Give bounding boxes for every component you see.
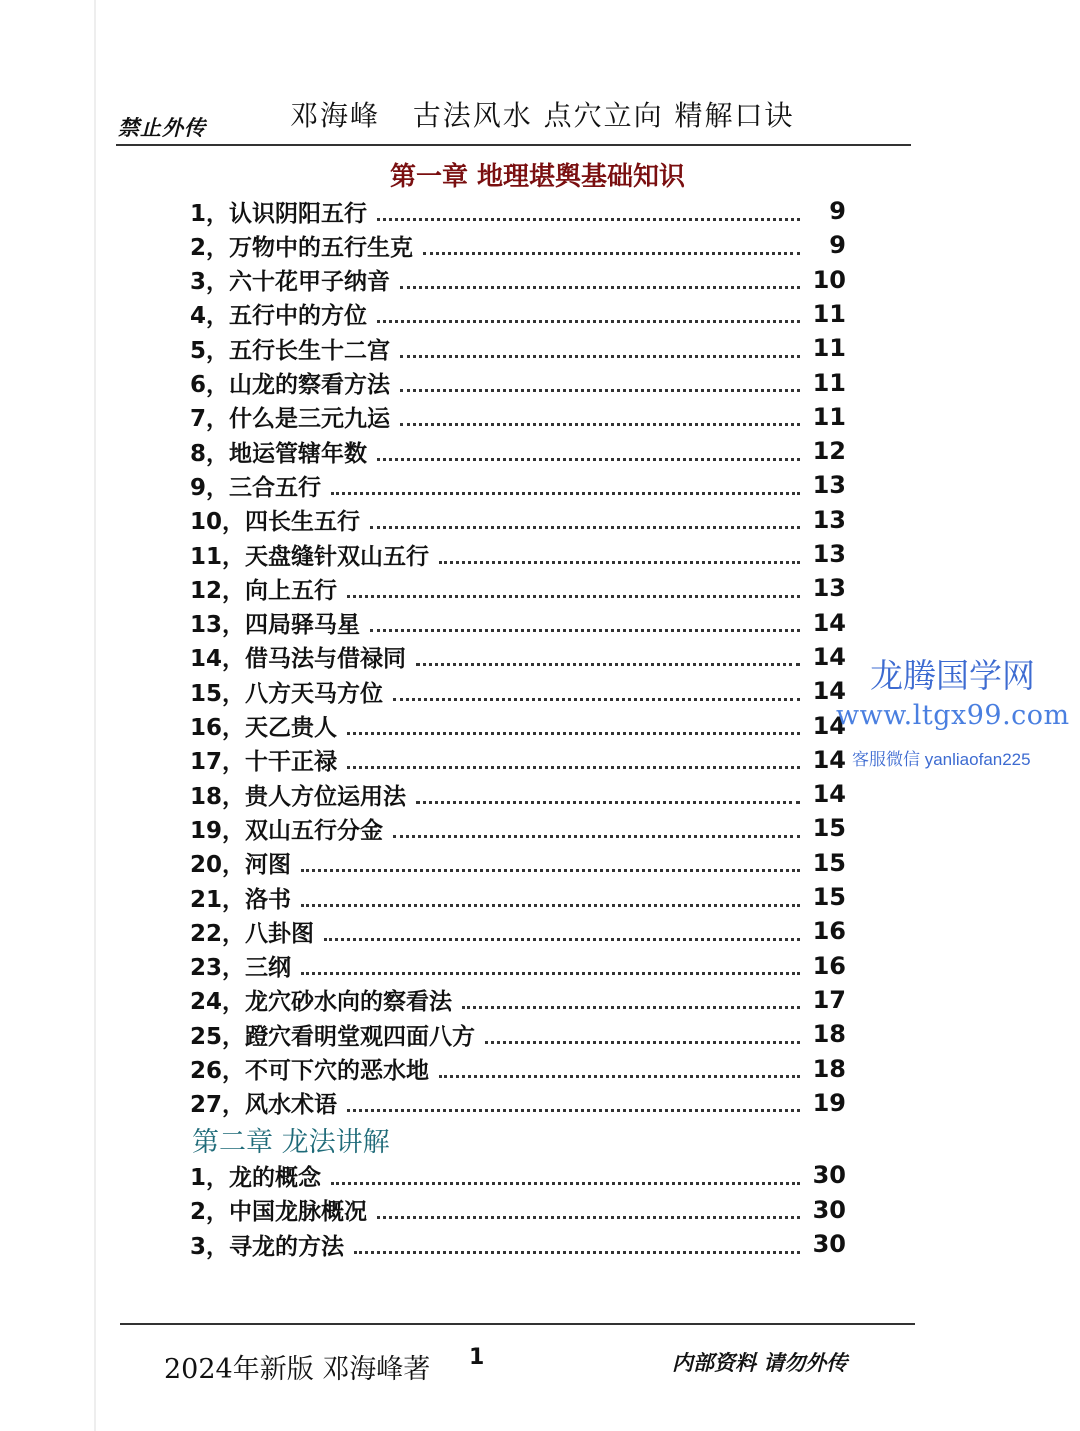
toc-entry-page: 9 <box>829 197 846 225</box>
toc-entry-page: 14 <box>812 780 846 809</box>
toc-entry <box>190 949 846 983</box>
toc-leader-dots <box>377 304 800 323</box>
toc-entry <box>190 194 846 228</box>
toc-entry-page: 30 <box>812 1161 846 1189</box>
toc-leader-dots <box>370 613 800 632</box>
toc-leader-dots <box>331 1166 800 1185</box>
toc-entry-page: 13 <box>812 574 846 603</box>
toc-entry-label: 2，中国龙脉概况 <box>190 1199 368 1225</box>
toc-entry-page: 19 <box>812 1088 846 1117</box>
toc-entry-page: 17 <box>812 985 846 1014</box>
toc-leader-dots <box>301 956 800 975</box>
toc-entry-page: 14 <box>812 745 846 774</box>
toc-entry-label: 5，五行长生十二宫 <box>190 337 391 364</box>
header-divider <box>116 144 911 146</box>
toc-entry-page: 13 <box>812 505 846 534</box>
toc-leader-dots <box>400 373 800 392</box>
toc-leader-dots <box>400 339 800 358</box>
toc-entry-page: 14 <box>812 677 846 706</box>
watermark-site-name: 龙腾国学网 <box>870 657 1035 694</box>
toc-leader-dots <box>439 545 800 564</box>
toc-entry-label: 25，蹬穴看明堂观四面八方 <box>190 1023 476 1050</box>
toc-leader-dots <box>462 990 800 1009</box>
toc-leader-dots <box>416 785 800 804</box>
toc-entry-page: 15 <box>812 848 846 877</box>
toc-entry <box>190 1193 846 1227</box>
chapter-1-title: 第一章 地理堪舆基础知识 <box>390 162 686 192</box>
toc-entry-label: 11，天盘缝针双山五行 <box>190 543 430 570</box>
toc-entry-label: 14，借马法与借禄同 <box>190 646 407 673</box>
toc-entry <box>190 846 846 880</box>
toc-entry <box>190 709 846 743</box>
page-edge-shadow <box>94 0 96 1431</box>
toc-leader-dots <box>370 510 800 529</box>
toc-leader-dots <box>400 407 800 426</box>
toc-leader-dots <box>400 270 800 289</box>
toc-entry-page: 11 <box>812 334 846 363</box>
toc-entry <box>190 1086 846 1120</box>
toc-entry-page: 11 <box>812 402 846 431</box>
toc-leader-dots <box>485 1025 800 1044</box>
toc-entry-label: 26，不可下穴的恶水地 <box>190 1058 430 1084</box>
toc-entry-page: 14 <box>812 711 846 740</box>
toc-entry <box>190 777 846 811</box>
toc-entry-label: 27，风水术语 <box>190 1092 338 1119</box>
toc-entry-label: 3，六十花甲子纳音 <box>190 269 391 296</box>
toc-entry <box>190 468 846 502</box>
toc-entry-page: 16 <box>812 951 846 980</box>
confidential-stamp: 禁止外传 <box>118 116 206 140</box>
toc-entry-page: 15 <box>812 814 846 843</box>
toc-entry-page: 15 <box>812 883 846 911</box>
toc-entry <box>190 1017 846 1051</box>
toc-leader-dots <box>416 647 800 666</box>
toc-entry <box>190 674 846 708</box>
toc-entry-page: 14 <box>812 608 846 637</box>
toc-entry-label: 13，四局驿马星 <box>190 612 361 639</box>
footer-notice: 内部资料 请勿外传 <box>672 1351 848 1375</box>
toc-entry-label: 8，地运管辖年数 <box>190 440 368 467</box>
toc-entry-label: 2，万物中的五行生克 <box>190 234 414 261</box>
toc-entry-label: 22，八卦图 <box>190 920 315 947</box>
toc-leader-dots <box>377 1200 800 1219</box>
toc-entry-page: 10 <box>812 265 846 294</box>
toc-entry-page: 14 <box>812 642 846 671</box>
toc-entry-page: 18 <box>812 1020 846 1049</box>
toc-entry-page: 13 <box>812 540 846 568</box>
toc-entry-label: 23，三纲 <box>190 955 292 982</box>
toc-entry-label: 15，八方天马方位 <box>190 680 384 707</box>
toc-entry-label: 17，十干正禄 <box>190 749 338 776</box>
toc-leader-dots <box>439 1059 800 1078</box>
chapter-2-title: 第二章 龙法讲解 <box>192 1127 390 1158</box>
toc-leader-dots <box>347 750 800 769</box>
toc-entry-label: 21，洛书 <box>190 886 292 913</box>
toc-entry-label: 4，五行中的方位 <box>190 303 368 330</box>
toc-leader-dots <box>377 202 800 221</box>
toc-entry <box>190 880 846 914</box>
toc-entry <box>190 811 846 845</box>
page-number: 1 <box>469 1345 485 1370</box>
toc-entry <box>190 366 846 400</box>
toc-entry-label: 12，向上五行 <box>190 577 338 604</box>
toc-entry <box>190 331 846 365</box>
toc-entry <box>190 1052 846 1086</box>
toc-entry-label: 7，什么是三元九运 <box>190 406 391 433</box>
toc-entry-page: 18 <box>812 1054 846 1083</box>
toc-entry <box>190 640 846 674</box>
toc-entry-label: 9，三合五行 <box>190 474 322 501</box>
toc-entry <box>190 263 846 297</box>
toc-leader-dots <box>301 888 800 907</box>
toc-leader-dots <box>301 853 800 872</box>
toc-entry-page: 9 <box>829 231 846 260</box>
toc-entry-label: 24，龙穴砂水向的察看法 <box>190 989 453 1016</box>
toc-entry <box>190 571 846 605</box>
footer-edition: 2024年新版 邓海峰著 <box>164 1354 431 1385</box>
toc-entry <box>190 297 846 331</box>
toc-leader-dots <box>324 922 800 941</box>
toc-entry <box>190 400 846 434</box>
toc-leader-dots <box>393 819 800 838</box>
toc-entry <box>190 1158 846 1192</box>
toc-leader-dots <box>354 1235 800 1254</box>
toc-entry <box>190 914 846 948</box>
toc-entry-label: 6，山龙的察看方法 <box>190 372 391 398</box>
toc-leader-dots <box>347 1093 800 1112</box>
toc-entry <box>190 983 846 1017</box>
toc-entry-label: 16，天乙贵人 <box>190 715 338 741</box>
footer-divider <box>120 1323 915 1325</box>
toc-entry-page: 30 <box>812 1195 846 1224</box>
watermark-url: www.ltgx99.com <box>836 700 1070 731</box>
toc-entry <box>190 537 846 571</box>
toc-entry-page: 11 <box>812 368 846 397</box>
toc-entry-label: 1，认识阴阳五行 <box>190 200 368 227</box>
toc-entry-page: 13 <box>812 471 846 500</box>
toc-entry <box>190 743 846 777</box>
toc-entry <box>190 1227 846 1261</box>
toc-entry-label: 3，寻龙的方法 <box>190 1233 345 1260</box>
toc-leader-dots <box>331 476 800 495</box>
page-header-title: 邓海峰 古法风水 点穴立向 精解口诀 <box>290 99 795 132</box>
toc-entry <box>190 228 846 262</box>
toc-entry-label: 1，龙的概念 <box>190 1164 322 1191</box>
watermark-contact: 客服微信 yanliaofan225 <box>852 750 1031 769</box>
toc-leader-dots <box>393 682 800 701</box>
toc-entry-page: 30 <box>812 1230 846 1258</box>
toc-entry-label: 10，四长生五行 <box>190 509 361 536</box>
toc-entry-label: 18，贵人方位运用法 <box>190 783 407 810</box>
toc-leader-dots <box>347 579 800 598</box>
toc-entry-page: 11 <box>812 299 846 328</box>
toc-entry-label: 19，双山五行分金 <box>190 817 384 844</box>
toc-leader-dots <box>347 716 800 735</box>
toc-leader-dots <box>377 442 800 461</box>
toc-entry <box>190 503 846 537</box>
toc-entry-page: 16 <box>812 917 846 946</box>
toc-leader-dots <box>423 236 800 255</box>
toc-entry <box>190 606 846 640</box>
toc-entry-label: 20，河图 <box>190 852 292 879</box>
toc-entry <box>190 434 846 468</box>
toc-entry-page: 12 <box>812 437 846 466</box>
